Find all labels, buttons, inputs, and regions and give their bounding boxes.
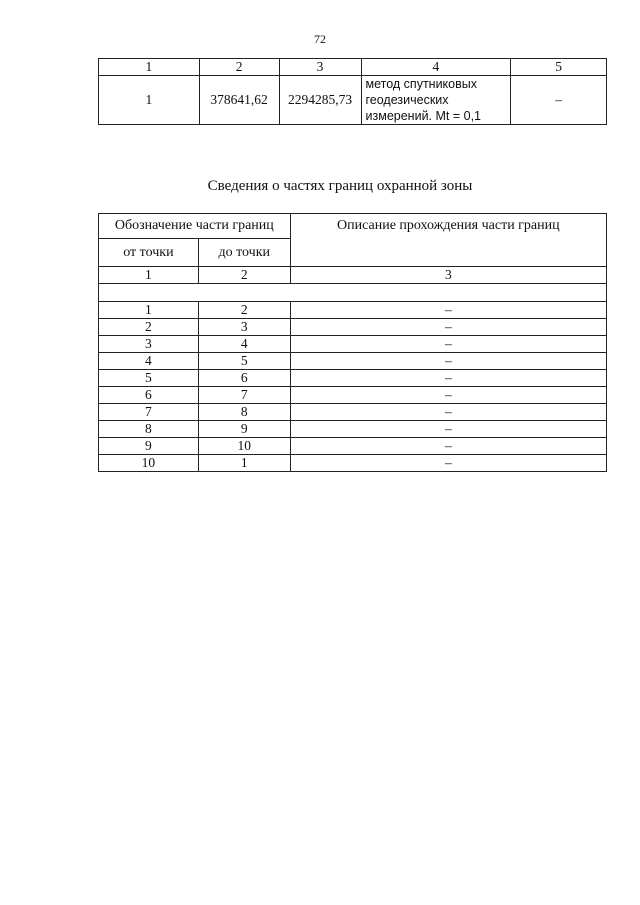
description-header: Описание прохождения части границ <box>290 214 606 267</box>
method-line: метод спутниковых <box>365 77 477 91</box>
method-line: измерений. Mt = 0,1 <box>365 109 482 123</box>
coord-header-cell: 5 <box>511 59 607 76</box>
table-row <box>99 319 607 336</box>
part-description: – <box>290 370 606 387</box>
part-description: – <box>290 302 606 319</box>
boundary-parts-table <box>98 213 607 472</box>
to-point: 4 <box>198 336 290 353</box>
part-description: – <box>290 319 606 336</box>
method-line: геодезических <box>365 93 449 107</box>
column-number: 2 <box>198 267 290 284</box>
to-point: 6 <box>198 370 290 387</box>
coord-header-cell: 4 <box>361 59 511 76</box>
from-point: 1 <box>99 302 199 319</box>
from-point: 8 <box>99 421 199 438</box>
table-row <box>99 370 607 387</box>
from-point: 6 <box>99 387 199 404</box>
to-point: 1 <box>198 455 290 472</box>
table-row <box>99 421 607 438</box>
to-point: 10 <box>198 438 290 455</box>
column-number: 1 <box>99 267 199 284</box>
to-point: 8 <box>198 404 290 421</box>
designation-header: Обозначение части границ <box>99 214 291 239</box>
coordinates-header-row <box>99 59 607 76</box>
part-description: – <box>290 438 606 455</box>
from-point: 7 <box>99 404 199 421</box>
coord-header-cell: 3 <box>279 59 361 76</box>
to-point: 7 <box>198 387 290 404</box>
part-description: – <box>290 404 606 421</box>
coordinate-x: 378641,62 <box>199 76 279 125</box>
part-description: – <box>290 455 606 472</box>
to-point: 3 <box>198 319 290 336</box>
column-numbers-row <box>99 267 607 284</box>
coordinates-table <box>98 58 607 125</box>
table-row <box>99 76 607 125</box>
table-row <box>99 353 607 370</box>
table-row <box>99 455 607 472</box>
from-point: 9 <box>99 438 199 455</box>
table-row <box>99 404 607 421</box>
from-point: 4 <box>99 353 199 370</box>
col5-value: – <box>511 76 607 125</box>
coordinate-y: 2294285,73 <box>279 76 361 125</box>
to-point: 9 <box>198 421 290 438</box>
to-point: 5 <box>198 353 290 370</box>
to-point-header: до точки <box>198 239 290 267</box>
table-row <box>99 336 607 353</box>
to-point: 2 <box>198 302 290 319</box>
from-point: 3 <box>99 336 199 353</box>
coord-header-cell: 1 <box>99 59 200 76</box>
from-point: 5 <box>99 370 199 387</box>
coord-header-cell: 2 <box>199 59 279 76</box>
from-point: 10 <box>99 455 199 472</box>
from-point: 2 <box>99 319 199 336</box>
part-description: – <box>290 387 606 404</box>
part-description: – <box>290 336 606 353</box>
section-title: Сведения о частях границ охранной зоны <box>207 178 473 194</box>
from-point-header: от точки <box>99 239 199 267</box>
part-description: – <box>290 421 606 438</box>
page-number: 72 <box>314 32 326 46</box>
part-description: – <box>290 353 606 370</box>
column-number: 3 <box>290 267 606 284</box>
table-row <box>99 302 607 319</box>
table-row <box>99 387 607 404</box>
table-row <box>99 438 607 455</box>
empty-cell <box>99 284 607 302</box>
method-cell <box>361 76 511 125</box>
point-number: 1 <box>99 76 200 125</box>
empty-row <box>99 284 607 302</box>
